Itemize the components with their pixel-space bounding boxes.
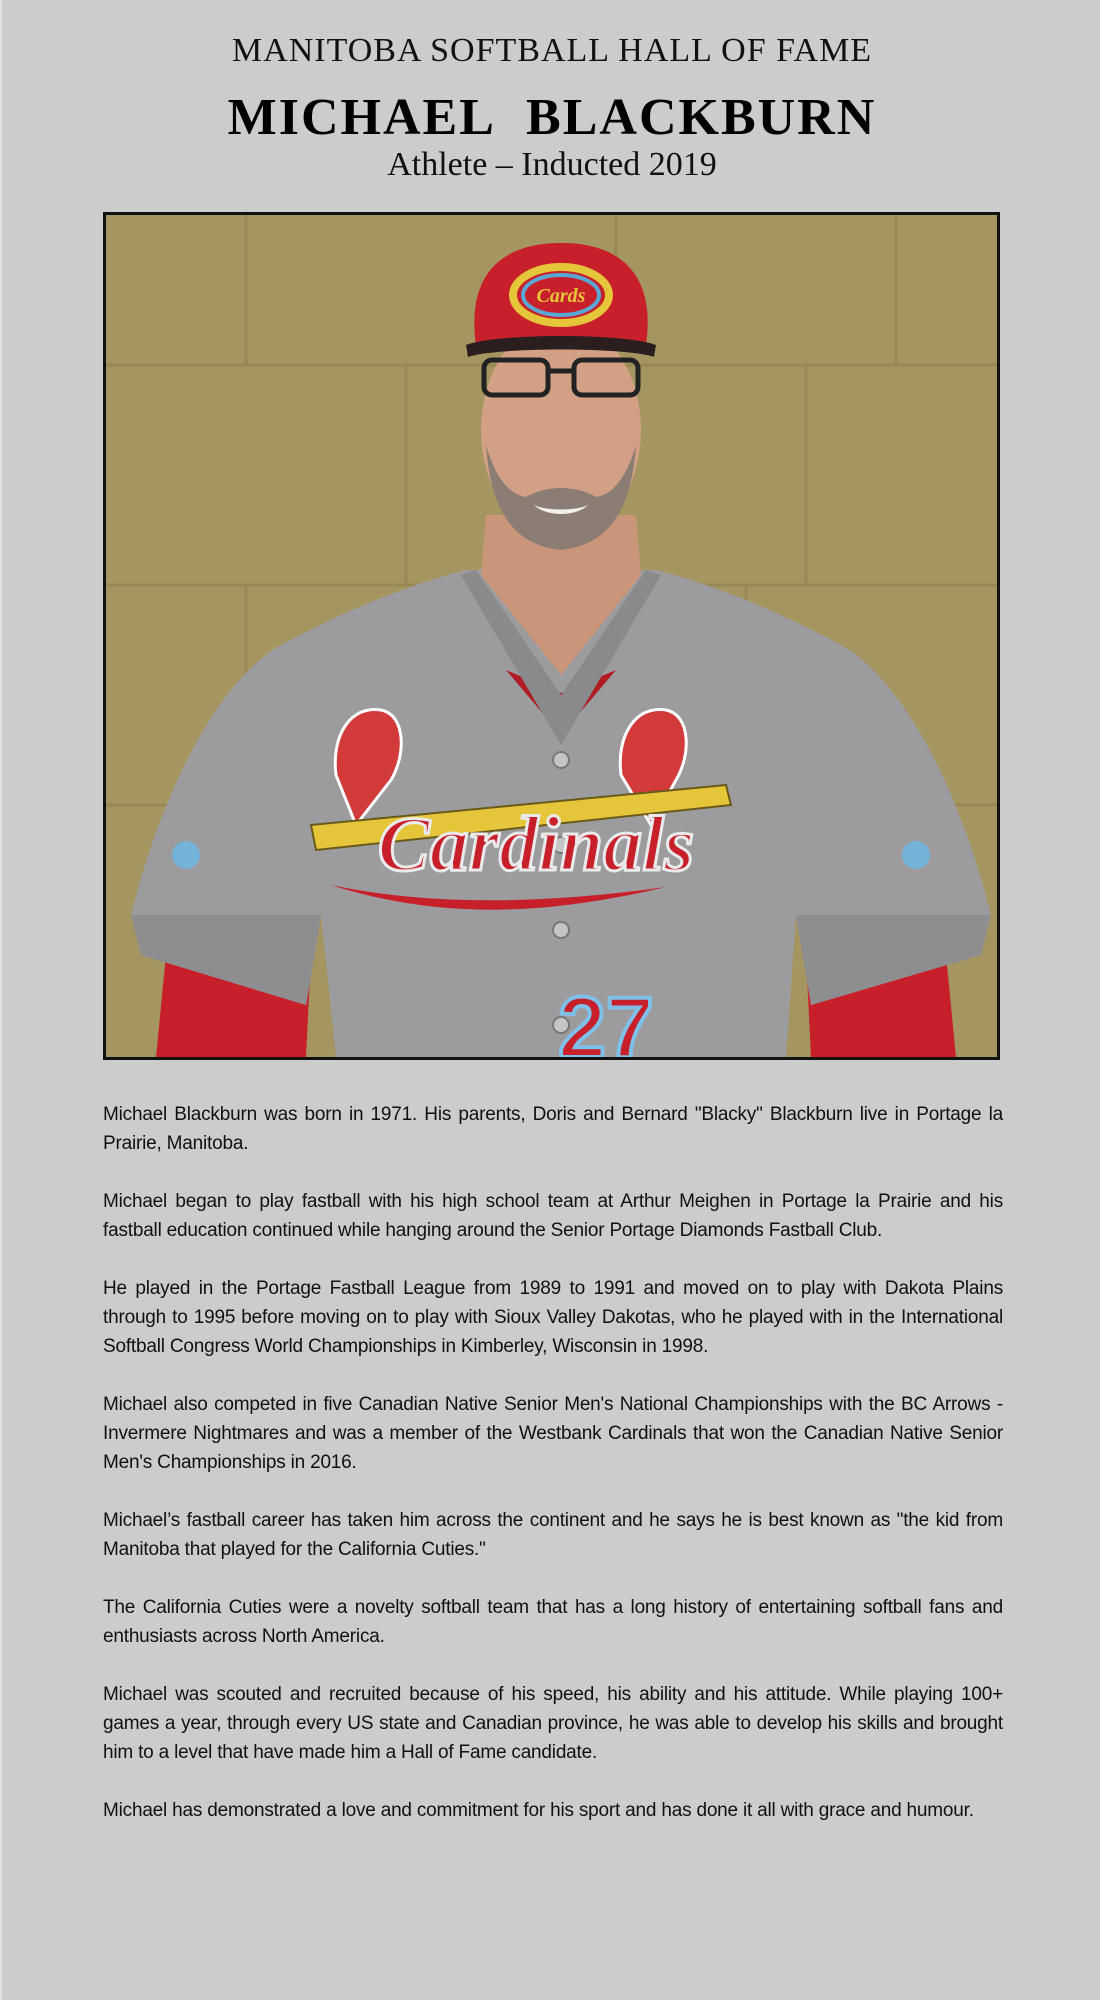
inductee-name: MICHAEL BLACKBURN [227,89,877,146]
bio-paragraph: Michael was scouted and recruited because of his speed, his ability and his attitude. While playing 100+ games a year, through every US state and Canadian province, he was able to develop his skills and brought him to a level that have made him a Hall of Fame candidate. [103,1684,1003,1763]
bio-paragraph: Michael began to play fastball with his high school team at Arthur Meighen in Portage la Prairie and his fastball education continued while hanging around the Senior Portage Diamonds Fastball Club. [103,1191,1003,1241]
bio-paragraph: Michael has demonstrated a love and commitment for his sport and has done it all with grace and humour. [103,1800,974,1821]
bio-paragraph: Michael also competed in five Canadian Native Senior Men's National Championships with the BC Arrows - Invermere Nightmares and was a member of the Westbank Cardinals that won the Canadian Native Senior Men's Championships in 2016. [103,1394,1003,1473]
induction-subtitle: Athlete – Inducted 2019 [387,146,717,183]
biography [103,1100,1003,1854]
organization-title: MANITOBA SOFTBALL HALL OF FAME [231,32,873,69]
bio-paragraph: He played in the Portage Fastball League from 1989 to 1991 and moved on to play with Dakota Plains through to 1995 before moving on to play with Sioux Valley Dakotas, who he played with in the International Softball Congress World Championships in Kimberley, Wisconsin in 1998. [103,1278,1003,1357]
jersey-script-text: Cardinals [377,800,695,887]
bio-paragraph: Michael’s fastball career has taken him across the continent and he says he is best known as "the kid from Manitoba that played for the California Cuties." [103,1510,1003,1560]
cap-logo-text: Cards [536,285,586,307]
jersey-number: 27 [558,980,654,1057]
bio-paragraph: The California Cuties were a novelty softball team that has a long history of entertaining softball fans and enthusiasts across North America. [103,1597,1003,1647]
bio-paragraph: Michael Blackburn was born in 1971. His parents, Doris and Bernard "Blacky" Blackburn live in Portage la Prairie, Manitoba. [103,1104,1003,1154]
inductee-photo [103,212,1000,1060]
